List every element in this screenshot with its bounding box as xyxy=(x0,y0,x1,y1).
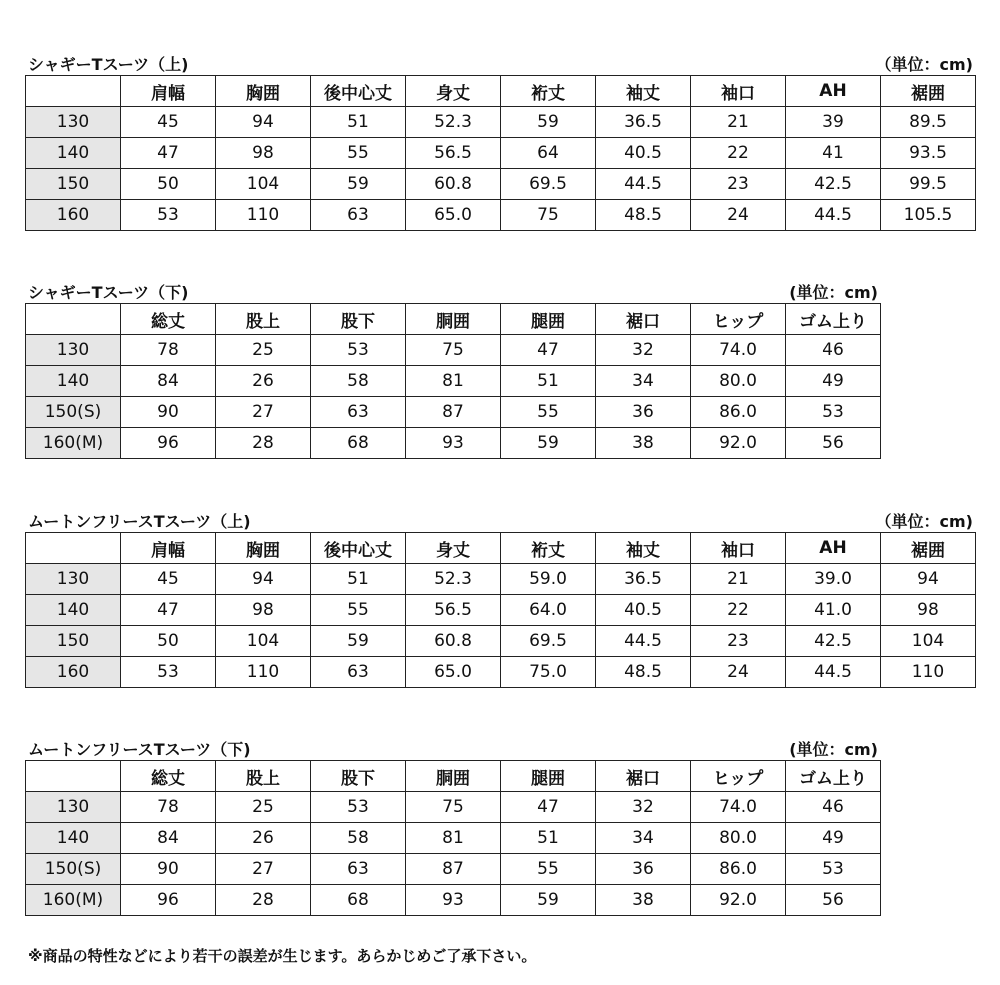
size-label: 160(M) xyxy=(26,428,121,459)
measurement-cell: 56.5 xyxy=(406,595,501,626)
measurement-cell: 42.5 xyxy=(786,626,881,657)
measurement-cell: 94 xyxy=(216,107,311,138)
measurement-cell: 28 xyxy=(216,885,311,916)
measurement-cell: 69.5 xyxy=(501,169,596,200)
measurement-cell: 86.0 xyxy=(691,854,786,885)
measurement-cell: 59.0 xyxy=(501,564,596,595)
table-row xyxy=(26,885,881,916)
measurement-cell: 68 xyxy=(311,428,406,459)
column-header: ヒップ xyxy=(691,304,786,335)
column-header: AH xyxy=(786,533,881,564)
column-header: 裾口 xyxy=(596,304,691,335)
measurement-cell: 55 xyxy=(501,854,596,885)
measurement-cell: 38 xyxy=(596,885,691,916)
measurement-cell: 27 xyxy=(216,397,311,428)
measurement-cell: 104 xyxy=(216,169,311,200)
measurement-cell: 58 xyxy=(311,366,406,397)
measurement-cell: 98 xyxy=(216,595,311,626)
column-header: 身丈 xyxy=(406,533,501,564)
measurement-cell: 46 xyxy=(786,335,881,366)
measurement-cell: 44.5 xyxy=(786,200,881,231)
measurement-cell: 68 xyxy=(311,885,406,916)
table-title: ムートンフリースTスーツ（上) xyxy=(28,512,251,531)
size-label: 140 xyxy=(26,595,121,626)
measurement-cell: 32 xyxy=(596,792,691,823)
measurement-cell: 40.5 xyxy=(596,138,691,169)
measurement-cell: 110 xyxy=(881,657,976,688)
table-row xyxy=(26,138,976,169)
measurement-cell: 39.0 xyxy=(786,564,881,595)
measurement-cell: 45 xyxy=(121,107,216,138)
measurement-cell: 81 xyxy=(406,823,501,854)
measurement-cell: 53 xyxy=(121,657,216,688)
size-table xyxy=(25,303,881,459)
measurement-cell: 64.0 xyxy=(501,595,596,626)
column-header: 腿囲 xyxy=(501,761,596,792)
unit-label: (単位：cm) xyxy=(789,283,878,302)
column-header: 袖口 xyxy=(691,76,786,107)
measurement-cell: 105.5 xyxy=(881,200,976,231)
measurement-cell: 93 xyxy=(406,885,501,916)
measurement-cell: 86.0 xyxy=(691,397,786,428)
measurement-cell: 74.0 xyxy=(691,792,786,823)
column-header: 袖丈 xyxy=(596,533,691,564)
measurement-cell: 50 xyxy=(121,626,216,657)
column-header: 裄丈 xyxy=(501,533,596,564)
column-header: 裾囲 xyxy=(881,76,976,107)
column-header: 裾囲 xyxy=(881,533,976,564)
table-row xyxy=(26,335,881,366)
measurement-cell: 93 xyxy=(406,428,501,459)
measurement-cell: 26 xyxy=(216,823,311,854)
measurement-cell: 26 xyxy=(216,366,311,397)
size-label: 130 xyxy=(26,335,121,366)
measurement-cell: 21 xyxy=(691,564,786,595)
size-table xyxy=(25,532,976,688)
size-label: 140 xyxy=(26,366,121,397)
column-header: 股下 xyxy=(311,304,406,335)
measurement-cell: 59 xyxy=(501,885,596,916)
table-title: シャギーTスーツ（上) xyxy=(28,55,189,74)
size-label: 130 xyxy=(26,107,121,138)
size-table xyxy=(25,75,976,231)
measurement-cell: 75 xyxy=(501,200,596,231)
measurement-cell: 56.5 xyxy=(406,138,501,169)
measurement-cell: 49 xyxy=(786,366,881,397)
header-row xyxy=(26,76,976,107)
table-row xyxy=(26,854,881,885)
measurement-cell: 27 xyxy=(216,854,311,885)
measurement-cell: 110 xyxy=(216,200,311,231)
measurement-cell: 80.0 xyxy=(691,823,786,854)
table-row xyxy=(26,626,976,657)
column-header: 総丈 xyxy=(121,304,216,335)
measurement-cell: 45 xyxy=(121,564,216,595)
unit-label: (単位：cm) xyxy=(789,740,878,759)
measurement-cell: 42.5 xyxy=(786,169,881,200)
column-header: ゴム上り xyxy=(786,761,881,792)
measurement-cell: 51 xyxy=(501,823,596,854)
column-header: 裾口 xyxy=(596,761,691,792)
measurement-cell: 40.5 xyxy=(596,595,691,626)
column-header: AH xyxy=(786,76,881,107)
measurement-cell: 25 xyxy=(216,335,311,366)
corner-cell xyxy=(26,76,121,107)
column-header: 袖口 xyxy=(691,533,786,564)
measurement-cell: 36 xyxy=(596,854,691,885)
measurement-cell: 63 xyxy=(311,200,406,231)
measurement-cell: 98 xyxy=(216,138,311,169)
measurement-cell: 22 xyxy=(691,595,786,626)
measurement-cell: 41 xyxy=(786,138,881,169)
size-label: 160 xyxy=(26,657,121,688)
measurement-cell: 53 xyxy=(786,397,881,428)
measurement-cell: 44.5 xyxy=(786,657,881,688)
column-header: 裄丈 xyxy=(501,76,596,107)
table-row xyxy=(26,366,881,397)
column-header: 股下 xyxy=(311,761,406,792)
corner-cell xyxy=(26,761,121,792)
measurement-cell: 94 xyxy=(216,564,311,595)
measurement-cell: 49 xyxy=(786,823,881,854)
measurement-cell: 87 xyxy=(406,854,501,885)
measurement-cell: 34 xyxy=(596,366,691,397)
unit-label: （単位：cm) xyxy=(875,512,973,531)
measurement-cell: 96 xyxy=(121,885,216,916)
measurement-cell: 53 xyxy=(311,792,406,823)
measurement-cell: 48.5 xyxy=(596,200,691,231)
column-header: 総丈 xyxy=(121,761,216,792)
measurement-cell: 81 xyxy=(406,366,501,397)
corner-cell xyxy=(26,304,121,335)
measurement-cell: 50 xyxy=(121,169,216,200)
measurement-cell: 21 xyxy=(691,107,786,138)
measurement-cell: 69.5 xyxy=(501,626,596,657)
measurement-cell: 96 xyxy=(121,428,216,459)
table-section-mouton-top xyxy=(25,507,973,688)
measurement-cell: 75 xyxy=(406,792,501,823)
column-header: 後中心丈 xyxy=(311,76,406,107)
size-label: 140 xyxy=(26,823,121,854)
table-row xyxy=(26,107,976,138)
measurement-cell: 92.0 xyxy=(691,428,786,459)
header-row xyxy=(26,761,881,792)
measurement-cell: 60.8 xyxy=(406,169,501,200)
measurement-cell: 78 xyxy=(121,792,216,823)
measurement-cell: 84 xyxy=(121,366,216,397)
measurement-cell: 23 xyxy=(691,169,786,200)
measurement-cell: 53 xyxy=(311,335,406,366)
measurement-cell: 89.5 xyxy=(881,107,976,138)
column-header: ヒップ xyxy=(691,761,786,792)
measurement-cell: 52.3 xyxy=(406,564,501,595)
measurement-cell: 53 xyxy=(121,200,216,231)
measurement-cell: 63 xyxy=(311,657,406,688)
size-label: 160 xyxy=(26,200,121,231)
column-header: 身丈 xyxy=(406,76,501,107)
measurement-cell: 22 xyxy=(691,138,786,169)
measurement-cell: 74.0 xyxy=(691,335,786,366)
size-label: 150(S) xyxy=(26,854,121,885)
column-header: 股上 xyxy=(216,761,311,792)
measurement-cell: 48.5 xyxy=(596,657,691,688)
measurement-cell: 25 xyxy=(216,792,311,823)
size-label: 140 xyxy=(26,138,121,169)
measurement-cell: 36.5 xyxy=(596,107,691,138)
measurement-cell: 51 xyxy=(311,107,406,138)
measurement-cell: 75 xyxy=(406,335,501,366)
measurement-cell: 64 xyxy=(501,138,596,169)
measurement-cell: 65.0 xyxy=(406,200,501,231)
table-row xyxy=(26,397,881,428)
measurement-cell: 59 xyxy=(311,626,406,657)
measurement-cell: 36 xyxy=(596,397,691,428)
measurement-cell: 99.5 xyxy=(881,169,976,200)
measurement-cell: 59 xyxy=(501,428,596,459)
measurement-cell: 55 xyxy=(311,138,406,169)
table-section-mouton-bottom xyxy=(25,735,878,916)
column-header: 胸囲 xyxy=(216,76,311,107)
table-row xyxy=(26,657,976,688)
measurement-cell: 53 xyxy=(786,854,881,885)
measurement-cell: 55 xyxy=(311,595,406,626)
table-title: ムートンフリースTスーツ（下) xyxy=(28,740,251,759)
size-label: 130 xyxy=(26,792,121,823)
measurement-cell: 93.5 xyxy=(881,138,976,169)
measurement-cell: 90 xyxy=(121,397,216,428)
measurement-cell: 44.5 xyxy=(596,626,691,657)
measurement-cell: 65.0 xyxy=(406,657,501,688)
measurement-cell: 59 xyxy=(311,169,406,200)
measurement-cell: 84 xyxy=(121,823,216,854)
measurement-cell: 104 xyxy=(216,626,311,657)
measurement-cell: 104 xyxy=(881,626,976,657)
table-section-shaggy-bottom xyxy=(25,278,878,459)
measurement-cell: 90 xyxy=(121,854,216,885)
header-row xyxy=(26,533,976,564)
column-header: 肩幅 xyxy=(121,533,216,564)
measurement-cell: 46 xyxy=(786,792,881,823)
column-header: 袖丈 xyxy=(596,76,691,107)
column-header: 後中心丈 xyxy=(311,533,406,564)
measurement-cell: 47 xyxy=(501,335,596,366)
measurement-cell: 80.0 xyxy=(691,366,786,397)
corner-cell xyxy=(26,533,121,564)
column-header: 胸囲 xyxy=(216,533,311,564)
measurement-cell: 52.3 xyxy=(406,107,501,138)
measurement-cell: 24 xyxy=(691,200,786,231)
measurement-cell: 98 xyxy=(881,595,976,626)
measurement-cell: 60.8 xyxy=(406,626,501,657)
measurement-cell: 56 xyxy=(786,428,881,459)
measurement-cell: 59 xyxy=(501,107,596,138)
measurement-cell: 47 xyxy=(121,138,216,169)
measurement-cell: 51 xyxy=(501,366,596,397)
measurement-cell: 39 xyxy=(786,107,881,138)
measurement-cell: 32 xyxy=(596,335,691,366)
column-header: 腿囲 xyxy=(501,304,596,335)
column-header: 股上 xyxy=(216,304,311,335)
measurement-cell: 47 xyxy=(501,792,596,823)
size-label: 150 xyxy=(26,626,121,657)
measurement-cell: 78 xyxy=(121,335,216,366)
measurement-cell: 34 xyxy=(596,823,691,854)
table-row xyxy=(26,564,976,595)
unit-label: （単位：cm) xyxy=(875,55,973,74)
measurement-cell: 63 xyxy=(311,397,406,428)
size-label: 160(M) xyxy=(26,885,121,916)
table-row xyxy=(26,200,976,231)
disclaimer-note: ※商品の特性などにより若干の誤差が生じます。あらかじめご了承下さい。 xyxy=(28,947,537,965)
measurement-cell: 75.0 xyxy=(501,657,596,688)
measurement-cell: 92.0 xyxy=(691,885,786,916)
size-table xyxy=(25,760,881,916)
table-row xyxy=(26,169,976,200)
measurement-cell: 41.0 xyxy=(786,595,881,626)
table-row xyxy=(26,792,881,823)
table-row xyxy=(26,428,881,459)
size-label: 150(S) xyxy=(26,397,121,428)
column-header: ゴム上り xyxy=(786,304,881,335)
measurement-cell: 47 xyxy=(121,595,216,626)
table-section-shaggy-top xyxy=(25,50,973,231)
table-row xyxy=(26,595,976,626)
measurement-cell: 94 xyxy=(881,564,976,595)
measurement-cell: 87 xyxy=(406,397,501,428)
column-header: 肩幅 xyxy=(121,76,216,107)
measurement-cell: 56 xyxy=(786,885,881,916)
size-label: 150 xyxy=(26,169,121,200)
measurement-cell: 55 xyxy=(501,397,596,428)
size-label: 130 xyxy=(26,564,121,595)
header-row xyxy=(26,304,881,335)
measurement-cell: 58 xyxy=(311,823,406,854)
measurement-cell: 38 xyxy=(596,428,691,459)
measurement-cell: 23 xyxy=(691,626,786,657)
measurement-cell: 36.5 xyxy=(596,564,691,595)
column-header: 胴囲 xyxy=(406,304,501,335)
table-title: シャギーTスーツ（下) xyxy=(28,283,189,302)
measurement-cell: 110 xyxy=(216,657,311,688)
column-header: 胴囲 xyxy=(406,761,501,792)
measurement-cell: 51 xyxy=(311,564,406,595)
measurement-cell: 63 xyxy=(311,854,406,885)
measurement-cell: 28 xyxy=(216,428,311,459)
table-row xyxy=(26,823,881,854)
measurement-cell: 24 xyxy=(691,657,786,688)
measurement-cell: 44.5 xyxy=(596,169,691,200)
